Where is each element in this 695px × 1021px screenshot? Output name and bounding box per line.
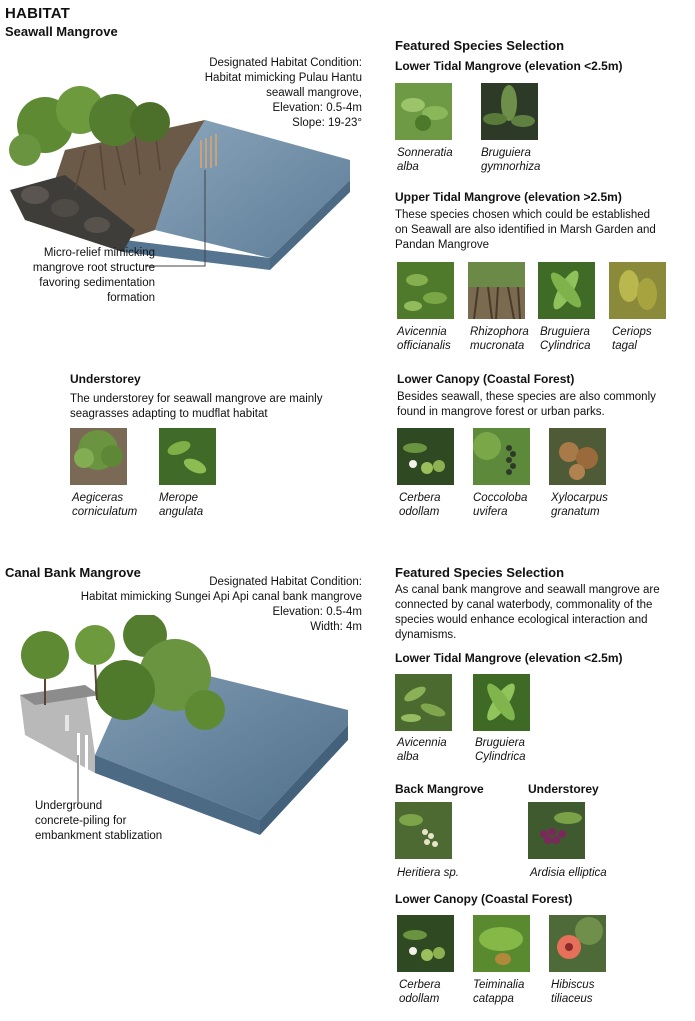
- canal-callout-line: Underground: [35, 800, 103, 812]
- species-name-avicennia-alba: Avicennia alba: [397, 737, 447, 763]
- species-photo-heritiera: [395, 802, 452, 859]
- species-name-ceriops: Ceriops tagal: [612, 326, 652, 352]
- species-photo-hibiscus: [549, 915, 606, 972]
- canal-callout-line: concrete-piling for: [35, 815, 127, 827]
- species-photo-cerbera-canal: [397, 915, 454, 972]
- species-photo-ardisia: [528, 802, 585, 859]
- canal-back-mangrove-heading: Back Mangrove: [395, 782, 484, 796]
- seawall-callout-line: mangrove root structure: [32, 262, 155, 274]
- seawall-callout-line: formation: [107, 292, 155, 304]
- seawall-lower-canopy-desc: Besides seawall, these species are also commonly found in mangrove forest or urban parks.: [397, 391, 656, 418]
- canal-heading: Canal Bank Mangrove: [5, 565, 141, 580]
- tree-canopy: [21, 631, 69, 679]
- species-name-merope: Merope angulata: [159, 492, 204, 518]
- seawall-condition-line: Slope: 19-23°: [292, 117, 362, 129]
- species-name-aegiceras: Aegiceras corniculatum: [72, 492, 138, 518]
- seawall-condition-line: Designated Habitat Condition:: [209, 57, 362, 69]
- seawall-condition-line: seawall mangrove,: [266, 87, 362, 99]
- species-photo-rhizophora: [468, 262, 525, 319]
- species-name-bruguiera-gymnorhiza: Bruguiera gymnorhiza: [481, 147, 541, 173]
- canal-callout: [35, 799, 205, 844]
- species-name-xylocarpus: Xylocarpus granatum: [551, 492, 608, 518]
- species-photo-bruguiera-cylindrica-canal: [473, 674, 530, 731]
- seawall-callout-line: favoring sedimentation: [39, 277, 155, 289]
- species-name-terminalia: Teiminalia catappa: [473, 979, 525, 1005]
- species-photo-terminalia: [473, 915, 530, 972]
- species-name-sonneratia: Sonneratia alba: [397, 147, 453, 173]
- species-photo-xylocarpus: [549, 428, 606, 485]
- species-name-bruguiera-cylindrica-canal: Bruguiera Cylindrica: [475, 737, 526, 763]
- seawall-featured-heading: Featured Species Selection: [395, 38, 565, 53]
- species-photo-sonneratia: [395, 83, 452, 140]
- seawall-lower-canopy-heading: Lower Canopy (Coastal Forest): [397, 372, 575, 386]
- species-name-coccoloba: Coccoloba uvifera: [473, 492, 528, 518]
- seawall-lower-tidal-heading: Lower Tidal Mangrove (elevation <2.5m): [395, 59, 623, 73]
- seawall-diagram: [5, 80, 360, 270]
- canal-condition-line: Habitat mimicking Sungei Api Api canal bank mangrove: [80, 591, 362, 603]
- canal-condition-line: Width: 4m: [310, 621, 362, 633]
- seawall-heading: Seawall Mangrove: [5, 24, 118, 39]
- canal-condition-line: Elevation: 0.5-4m: [272, 606, 362, 618]
- seawall-callout-line: Micro-relief mimicking: [43, 247, 155, 259]
- page-title: HABITAT: [5, 5, 70, 22]
- species-name-cerbera: Cerbera odollam: [399, 492, 441, 518]
- seawall-understorey-heading: Understorey: [70, 372, 141, 386]
- species-photo-avicennia-officianalis: [397, 262, 454, 319]
- species-photo-avicennia-alba: [395, 674, 452, 731]
- seawall-upper-tidal-heading: Upper Tidal Mangrove (elevation >2.5m): [395, 190, 622, 204]
- species-name-avicennia-officianalis: Avicennia officianalis: [397, 326, 451, 352]
- seawall-condition-line: Habitat mimicking Pulau Hantu: [204, 72, 362, 84]
- species-photo-bruguiera-cylindrica: [538, 262, 595, 319]
- seawall-callout: [5, 246, 155, 306]
- species-photo-coccoloba: [473, 428, 530, 485]
- canal-lower-tidal-heading: Lower Tidal Mangrove (elevation <2.5m): [395, 651, 623, 665]
- canal-featured-desc: As canal bank mangrove and seawall mangrove are connected by canal waterbody, commonality of the species would enhance ecological interaction and dynamisms.: [395, 584, 660, 641]
- seawall-upper-tidal-desc: These species chosen which could be established on Seawall are also identified in Marsh Garden and Pandan Mangrove: [395, 209, 656, 251]
- species-photo-merope: [159, 428, 216, 485]
- canal-condition-line: Designated Habitat Condition:: [209, 576, 362, 588]
- species-photo-ceriops: [609, 262, 666, 319]
- species-name-hibiscus: Hibiscus tiliaceus: [551, 979, 595, 1005]
- species-name-ardisia: Ardisia elliptica: [530, 867, 607, 879]
- species-photo-cerbera: [397, 428, 454, 485]
- canal-understorey-heading: Understorey: [528, 782, 599, 796]
- species-name-cerbera-canal: Cerbera odollam: [399, 979, 441, 1005]
- seawall-condition-line: Elevation: 0.5-4m: [272, 102, 362, 114]
- canal-lower-canopy-heading: Lower Canopy (Coastal Forest): [395, 892, 573, 906]
- species-photo-aegiceras: [70, 428, 127, 485]
- species-photo-bruguiera-gymnorhiza: [481, 83, 538, 140]
- species-name-bruguiera-cylindrica: Bruguiera Cylindrica: [540, 326, 591, 352]
- species-name-heritiera: Heritiera sp.: [397, 867, 459, 879]
- canal-callout-line: embankment stablization: [35, 830, 163, 842]
- canal-featured-heading: Featured Species Selection: [395, 565, 565, 580]
- seawall-understorey-desc: The understorey for seawall mangrove are mainly seagrasses adapting to mudflat habitat: [70, 393, 323, 420]
- species-name-rhizophora: Rhizophora mucronata: [470, 326, 529, 352]
